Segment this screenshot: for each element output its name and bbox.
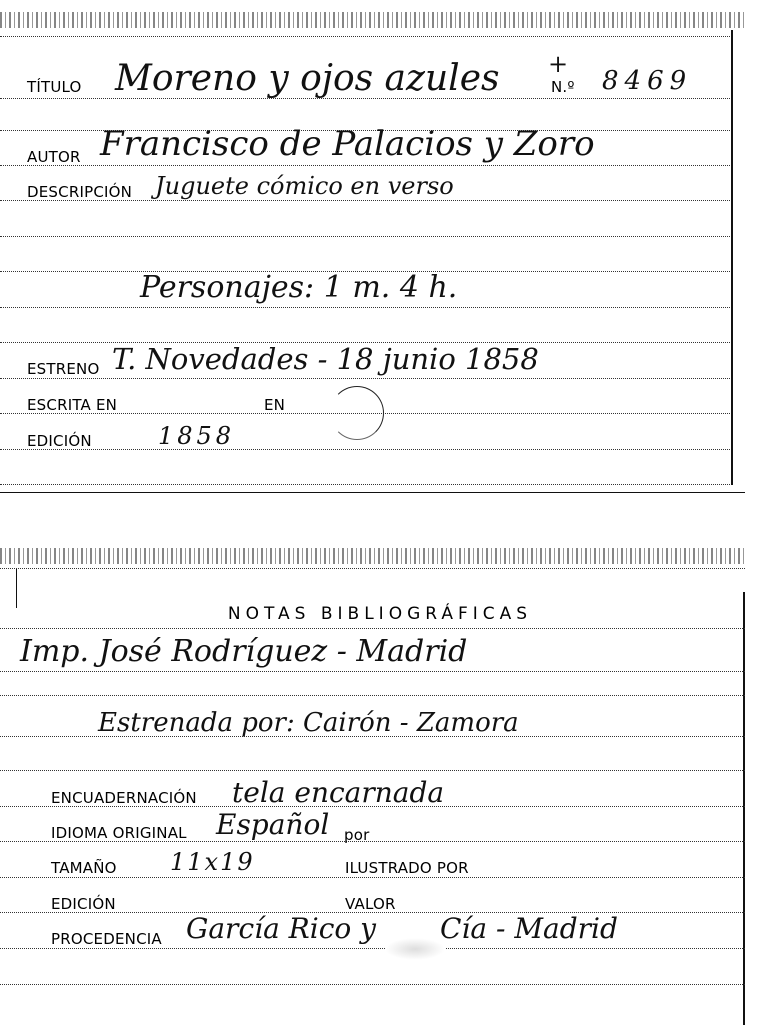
ruled-line bbox=[0, 671, 745, 672]
escrita-label: ESCRITA EN bbox=[27, 396, 118, 414]
notas-heading: NOTAS BIBLIOGRÁFICAS bbox=[227, 604, 533, 624]
encuadernacion-value: tela encarnada bbox=[232, 776, 445, 809]
edicion-label: EDICIÓN bbox=[27, 432, 92, 450]
ruled-line bbox=[0, 948, 745, 949]
ruled-line bbox=[0, 236, 730, 237]
ruled-line bbox=[0, 568, 745, 569]
por-label: por bbox=[344, 826, 370, 844]
numero-label: N.º bbox=[551, 78, 575, 96]
estreno-label: ESTRENO bbox=[27, 360, 100, 378]
numero-mark: + bbox=[548, 50, 569, 78]
idioma-label: IDIOMA ORIGINAL bbox=[51, 824, 187, 842]
titulo-label: TÍTULO bbox=[27, 78, 82, 96]
ruled-line bbox=[0, 984, 745, 985]
valor-label: VALOR bbox=[345, 895, 396, 913]
ruled-line bbox=[0, 695, 745, 696]
ruled-line bbox=[0, 378, 730, 379]
encuadernacion-label: ENCUADERNACIÓN bbox=[51, 789, 197, 807]
card-right-border bbox=[731, 30, 733, 485]
ruled-line bbox=[0, 165, 730, 166]
card-left-border bbox=[16, 568, 17, 608]
scan-noise-top bbox=[0, 12, 745, 28]
ruled-line bbox=[0, 484, 730, 485]
scan-smudge bbox=[385, 938, 445, 960]
idioma-value: Español bbox=[216, 808, 330, 841]
ilustrado-label: ILUSTRADO POR bbox=[345, 859, 469, 877]
card-bottom-border bbox=[0, 492, 745, 493]
tamano-value: 11x19 bbox=[170, 848, 255, 876]
autor-label: AUTOR bbox=[27, 148, 81, 166]
catalog-card-title bbox=[0, 0, 745, 495]
ruled-line bbox=[0, 449, 730, 450]
estreno-value: T. Novedades - 18 junio 1858 bbox=[112, 342, 539, 376]
en-label: EN bbox=[264, 396, 286, 414]
tamano-label: TAMAÑO bbox=[51, 859, 117, 877]
estrenada-value: Estrenada por: Cairón - Zamora bbox=[98, 708, 519, 738]
autor-value: Francisco de Palacios y Zoro bbox=[100, 124, 595, 164]
titulo-value: Moreno y ojos azules bbox=[115, 58, 500, 99]
edicion-value: 1858 bbox=[158, 422, 236, 450]
ruled-line bbox=[0, 307, 730, 308]
ruled-line bbox=[0, 877, 745, 878]
scan-noise-top bbox=[0, 548, 745, 564]
numero-value: 8469 bbox=[602, 66, 693, 96]
ruled-line bbox=[0, 36, 730, 37]
personajes-value: Personajes: 1 m. 4 h. bbox=[140, 270, 458, 305]
edicion2-label: EDICIÓN bbox=[51, 895, 116, 913]
descripcion-label: DESCRIPCIÓN bbox=[27, 183, 133, 201]
ruled-line bbox=[0, 770, 745, 771]
imprenta-value: Imp. José Rodríguez - Madrid bbox=[20, 634, 468, 669]
procedencia-value: García Rico y bbox=[186, 912, 376, 945]
procedencia-label: PROCEDENCIA bbox=[51, 930, 162, 948]
ink-stamp-circle bbox=[330, 386, 384, 440]
card-right-border bbox=[743, 592, 745, 1025]
ruled-line bbox=[0, 628, 745, 629]
procedencia-value-continued: Cía - Madrid bbox=[440, 912, 618, 945]
descripcion-value: Juguete cómico en verso bbox=[155, 172, 454, 200]
